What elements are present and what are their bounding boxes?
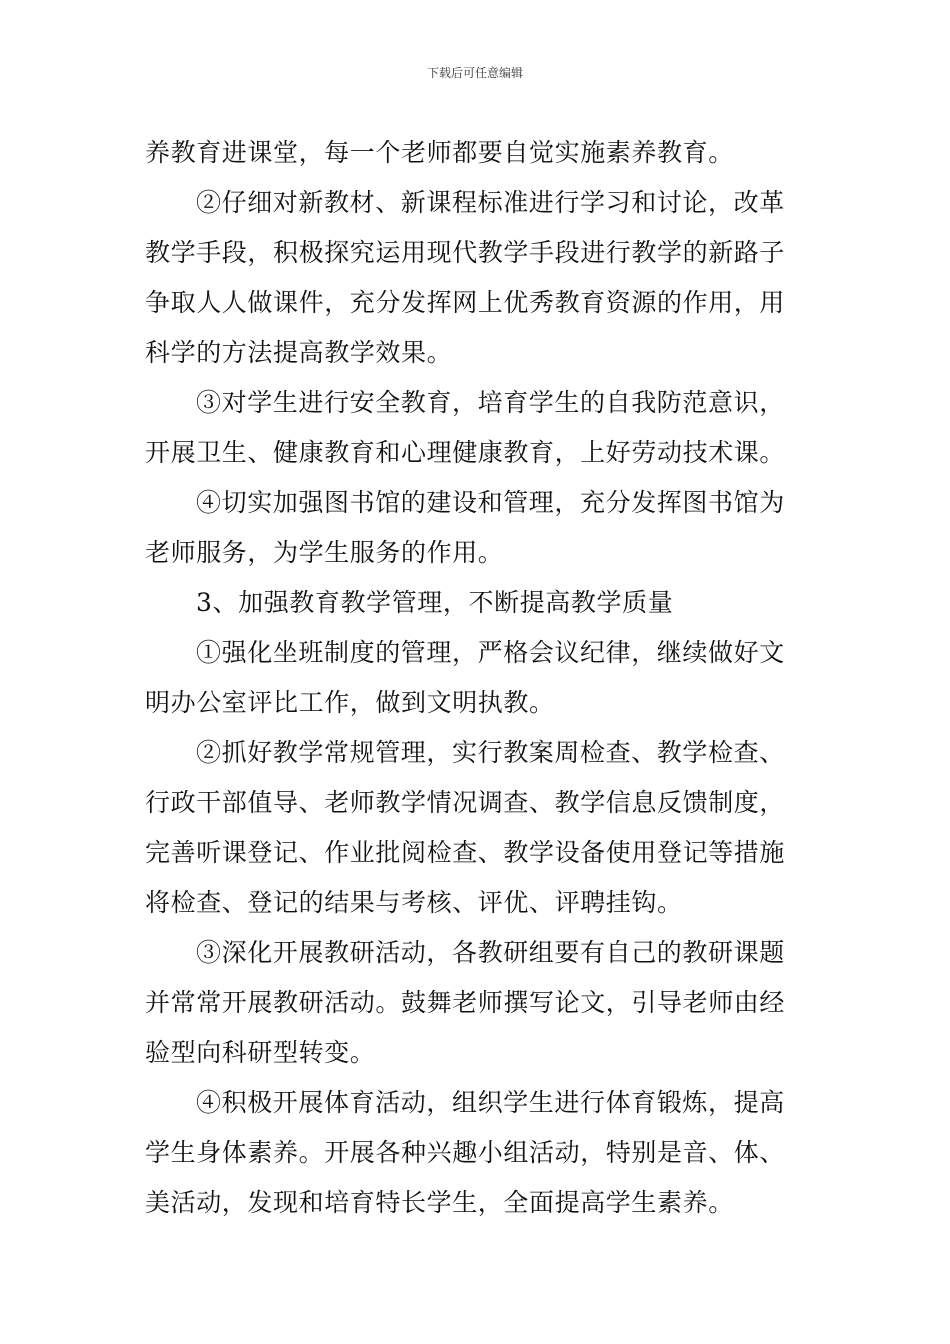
text-line: 学生身体素养。开展各种兴趣小组活动，特别是音、体、 <box>145 1138 786 1167</box>
text-line: 将检查、登记的结果与考核、评优、评聘挂钩。 <box>145 888 683 917</box>
text-line: 验型向科研型转变。 <box>145 1038 376 1067</box>
paragraph-start: ④切实加强图书馆的建设和管理，充分发挥图书馆为 <box>196 488 785 517</box>
text-line: 老师服务，为学生服务的作用。 <box>145 538 504 567</box>
paragraph-start: ①强化坐班制度的管理，严格会议纪律，继续做好文 <box>196 638 785 667</box>
text-line: 完善听课登记、作业批阅检查、教学设备使用登记等措施 <box>145 838 786 867</box>
page-header: 下载后可任意编辑 <box>426 66 523 80</box>
paragraph-start: ③深化开展教研活动，各教研组要有自己的教研课题 <box>196 938 785 967</box>
section-heading: 3、加强教育教学管理，不断提高教学质量 <box>196 588 674 617</box>
text-line: 教学手段，积极探究运用现代教学手段进行教学的新路子 <box>145 238 786 267</box>
text-line: 美活动，发现和培育特长学生，全面提高学生素养。 <box>145 1188 734 1217</box>
text-line: 开展卫生、健康教育和心理健康教育，上好劳动技术课。 <box>145 438 786 467</box>
text-line: 并常常开展教研活动。鼓舞老师撰写论文，引导老师由经 <box>145 988 786 1017</box>
document-body <box>145 128 810 1228</box>
paragraph-start: ②仔细对新教材、新课程标准进行学习和讨论，改革 <box>196 188 785 217</box>
text-line: 养教育进课堂，每一个老师都要自觉实施素养教育。 <box>145 138 734 167</box>
paragraph-start: ④积极开展体育活动，组织学生进行体育锻炼，提高 <box>196 1088 785 1117</box>
text-line: 明办公室评比工作，做到文明执教。 <box>145 688 555 717</box>
paragraph-start: ②抓好教学常规管理，实行教案周检查、教学检查、 <box>196 738 785 767</box>
paragraph-start: ③对学生进行安全教育，培育学生的自我防范意识， <box>196 388 785 417</box>
text-line: 科学的方法提高教学效果。 <box>145 338 453 367</box>
text-line: 争取人人做课件，充分发挥网上优秀教育资源的作用，用 <box>145 288 786 317</box>
text-line: 行政干部值导、老师教学情况调查、教学信息反馈制度， <box>145 788 786 817</box>
